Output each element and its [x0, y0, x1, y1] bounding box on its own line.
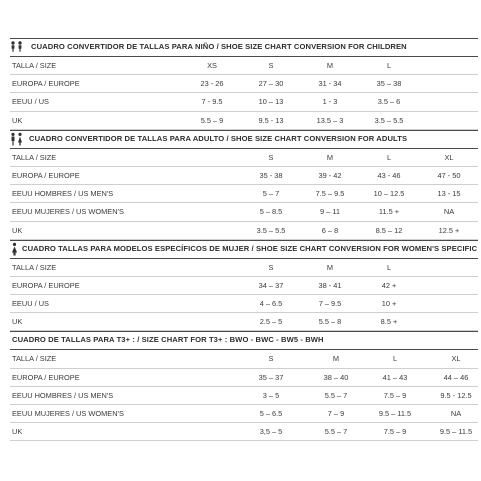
table-cell: 9 – 11 [320, 207, 340, 217]
table-cell: M [332, 354, 340, 364]
table-cell: XL [444, 152, 454, 162]
table-cell: 7 – 9.5 [318, 299, 342, 309]
table-cell: 7 – 9 [327, 409, 345, 418]
table-cell: 41 – 43 [382, 372, 408, 382]
table-cell: 12.5 + [438, 225, 460, 235]
row-label: UK [12, 317, 23, 327]
table-cell: L [386, 152, 392, 162]
table-cell: 9.5 – 11.5 [439, 427, 473, 437]
size-chart-sheet [10, 38, 478, 441]
table-row [10, 167, 478, 185]
row-label: EEUU MUJERES / US WOMEN'S [12, 409, 124, 418]
row-label: EUROPA / EUROPE [12, 280, 80, 290]
table-cell: 5.5 – 7 [324, 427, 348, 437]
table-cell: L [392, 354, 398, 364]
row-label: EEUU / US [12, 299, 49, 309]
table-cell: 7 - 9.5 [201, 97, 223, 107]
section-header-adults [10, 130, 478, 149]
table-cell: 10 – 12.5 [373, 189, 405, 199]
table-cell: 35 – 37 [258, 372, 284, 382]
table-cell: 3.5 – 5.5 [374, 115, 404, 125]
table-row [10, 259, 478, 277]
table-cell: 5.5 – 9 [200, 115, 224, 125]
table-cell: 35 – 38 [376, 79, 402, 89]
table-cell: 34 – 37 [258, 280, 284, 290]
table-cell: L [386, 61, 392, 70]
table-cell: 1 - 3 [322, 97, 338, 107]
table-cell: S [268, 152, 274, 162]
table-row [10, 423, 478, 441]
table-cell: 47 - 50 [437, 170, 461, 180]
table-cell: 9.5 - 13 [258, 115, 284, 125]
row-label: TALLA / SIZE [12, 354, 57, 364]
table-cell: 10 + [381, 299, 397, 309]
section-title: CUADRO CONVERTIDOR DE TALLAS PARA ADULTO / SHOE SIZE CHART CONVERSION FOR ADULTS [29, 133, 408, 143]
section-header-t3 [10, 331, 478, 350]
table-row [10, 369, 478, 387]
table-cell: 13 - 15 [437, 189, 461, 199]
table-cell: 44 – 46 [443, 372, 469, 382]
table-cell: 2.5 – 5 [259, 317, 283, 327]
table-cell: L [386, 262, 392, 272]
row-label: TALLA / SIZE [12, 152, 57, 162]
table-cell: XS [207, 61, 217, 70]
table-cell: 5.5 – 8 [318, 317, 342, 327]
section-header-children [10, 38, 478, 57]
table-cell: 10 – 13 [258, 97, 284, 107]
section-header-womens-specific [10, 240, 478, 259]
section-title: CUADRO TALLAS PARA MODELOS ESPECÍFICOS DE MUJER / SHOE SIZE CHART CONVERSION FOR WOMEN'S SPECIFIC [22, 243, 478, 253]
table-cell: 7.5 – 9 [383, 427, 407, 437]
row-label: EUROPA / EUROPE [12, 170, 80, 180]
table-cell: 5 – 8.5 [259, 207, 283, 217]
table-cell: 27 – 30 [258, 79, 284, 89]
table-row [10, 222, 478, 240]
table-cell: 13.5 – 3 [316, 115, 344, 125]
row-label: EEUU HOMBRES / US MEN'S [12, 390, 114, 400]
table-row [10, 203, 478, 221]
table-row [10, 277, 478, 295]
table-cell: 3 – 5 [262, 390, 280, 400]
table-cell: S [268, 61, 274, 70]
table-cell: 6 – 8 [321, 225, 339, 235]
table-cell: M [326, 152, 334, 162]
table-row [10, 93, 478, 111]
table-row [10, 149, 478, 167]
row-label: UK [12, 115, 23, 125]
table-cell: 11.5 + [378, 207, 400, 217]
table-row [10, 185, 478, 203]
table-row [10, 112, 478, 130]
row-label: UK [12, 427, 23, 437]
table-row [10, 75, 478, 93]
table-cell: 23 - 26 [200, 79, 224, 89]
table-row [10, 57, 478, 75]
table-cell: 7.5 – 9.5 [315, 189, 345, 199]
table-cell: 4 – 6.5 [259, 299, 283, 309]
table-cell: 5.5 – 7 [324, 390, 348, 400]
row-label: EUROPA / EUROPE [12, 79, 80, 89]
table-row [10, 313, 478, 331]
table-cell: 31 - 34 [318, 79, 342, 89]
section-title: CUADRO CONVERTIDOR DE TALLAS PARA NIÑO / SHOE SIZE CHART CONVERSION FOR CHILDREN [31, 42, 407, 51]
table-cell: 3.5 – 5.5 [256, 225, 286, 235]
row-label: EEUU MUJERES / US WOMEN'S [12, 207, 124, 217]
table-cell: 8.5 + [380, 317, 398, 327]
table-cell: 43 - 46 [377, 170, 401, 180]
table-cell: NA [450, 409, 462, 418]
table-cell: 8.5 – 12 [375, 225, 403, 235]
row-label: TALLA / SIZE [12, 262, 57, 272]
table-cell: S [268, 354, 274, 364]
table-cell: 35 - 38 [259, 170, 283, 180]
table-cell: 39 - 42 [318, 170, 342, 180]
table-cell: 38 – 40 [323, 372, 349, 382]
table-cell: 3,5 – 5 [259, 427, 283, 437]
table-row [10, 295, 478, 313]
table-cell: 7.5 – 9 [383, 390, 407, 400]
row-label: EUROPA / EUROPE [12, 372, 80, 382]
table-row [10, 350, 478, 368]
table-cell: 3.5 – 6 [377, 97, 401, 107]
row-label: UK [12, 225, 23, 235]
table-cell: 5 – 7 [262, 189, 280, 199]
row-label: TALLA / SIZE [12, 61, 57, 70]
table-cell: M [326, 61, 334, 70]
table-row [10, 387, 478, 405]
table-cell: S [268, 262, 274, 272]
table-cell: NA [443, 207, 455, 217]
row-label: EEUU / US [12, 97, 49, 107]
table-cell: 9.5 – 11.5 [378, 409, 412, 418]
row-label: EEUU HOMBRES / US MEN'S [12, 189, 114, 199]
table-row [10, 405, 478, 423]
table-cell: XL [451, 354, 461, 364]
table-cell: 38 - 41 [318, 280, 342, 290]
table-cell: 5 – 6.5 [259, 409, 283, 418]
table-cell: 42 + [381, 280, 397, 290]
section-title: CUADRO DE TALLAS PARA T3+ : / SIZE CHART FOR T3+ : BWO - BWC - BW5 - BWH [12, 335, 324, 345]
table-cell: M [326, 262, 334, 272]
table-cell: 9.5 - 12.5 [440, 390, 472, 400]
